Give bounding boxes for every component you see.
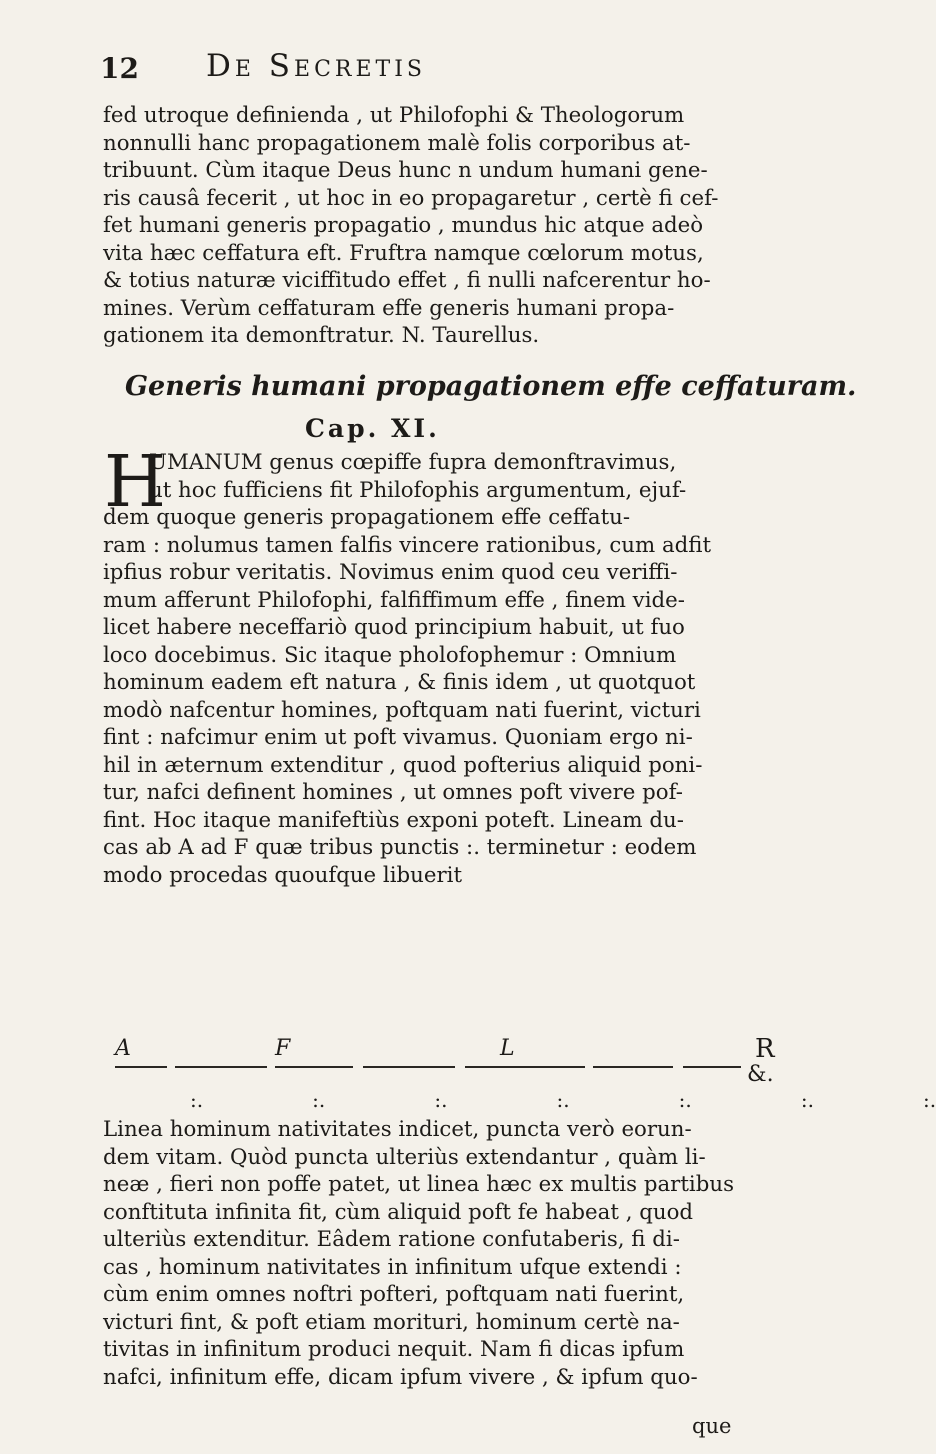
diagram-line xyxy=(115,1066,780,1068)
drop-cap: H xyxy=(104,440,166,523)
text-line: cas ab A ad F quæ tribus punctis :. terminetur : eodem xyxy=(103,835,697,860)
line-segment xyxy=(363,1066,455,1068)
text-line: fint. Hoc itaque manifeftiùs exponi poteft. Lineam du- xyxy=(103,807,684,833)
text-line: loco docebimus. Sic itaque pholofophemur : Omnium xyxy=(103,642,677,668)
text-line: ulteriùs extenditur. Eâdem ratione confutaberis, fi di- xyxy=(103,1227,680,1252)
text-line: fed utroque definienda , ut Philofophi & Theologorum xyxy=(103,103,685,128)
text-line: dem quoque generis propagationem effe ceffatu- xyxy=(103,505,631,530)
text-line: ram : nolumus tamen falfis vincere rationibus, cum adfit xyxy=(103,532,712,558)
text-line: fet humani generis propagatio , mundus hic atque adeò xyxy=(103,213,704,238)
text-line: tur, nafci definent homines , ut omnes poft vivere pof- xyxy=(103,780,683,805)
text-line: hominum eadem eft natura , & finis idem , ut quotquot xyxy=(103,670,696,695)
page-number: 12 xyxy=(100,52,139,85)
diagram-label-r: R xyxy=(755,1034,775,1064)
text-line: victuri fint, & poft etiam morituri, hominum certè na- xyxy=(103,1309,680,1335)
text-line: licet habere neceffariò quod principium habuit, ut fuo xyxy=(103,615,685,640)
line-segment xyxy=(683,1066,741,1068)
text-line: ipfius robur veritatis. Novimus enim quod ceu veriffi- xyxy=(103,560,678,585)
text-line: ut hoc fufficiens fit Philofophis argumentum, ejuf- xyxy=(149,477,687,503)
diagram-label-l: L xyxy=(500,1036,515,1061)
diagram-dots: :. :. :. :. :. :. :. xyxy=(190,1088,936,1112)
line-segment xyxy=(593,1066,673,1068)
text-line: tivitas in infinitum produci nequit. Nam fi dicas ipfum xyxy=(103,1337,685,1362)
text-line: vita hæc ceffatura eft. Fruftra namque cœlorum motus, xyxy=(103,240,704,266)
text-line: dem vitam. Quòd puncta ulteriùs extendantur , quàm li- xyxy=(103,1144,706,1170)
text-line: nafci, infinitum effe, dicam ipfum vivere , & ipfum quo- xyxy=(103,1364,698,1390)
text-line: cùm enim omnes noftri pofteri, poftquam nati fuerint, xyxy=(103,1282,685,1307)
line-segment xyxy=(115,1066,167,1068)
text-line: modo procedas quoufque libuerit xyxy=(103,862,463,888)
paragraph-lines xyxy=(103,1116,783,1391)
catchword: que xyxy=(692,1414,732,1438)
text-line: modò nafcentur homines, poftquam nati fuerint, victuri xyxy=(103,697,701,723)
text-line: gationem ita demonftratur. N. Taurellus. xyxy=(103,323,540,348)
text-line: hil in æternum extenditur , quod pofterius aliquid poni- xyxy=(103,752,703,778)
diagram-etc: &. xyxy=(747,1062,774,1087)
text-line: mines. Verùm ceffaturam effe generis humani propa- xyxy=(103,295,675,321)
chapter-heading: Cap. XI. xyxy=(305,414,440,443)
line-segment xyxy=(275,1066,353,1068)
diagram-label-a: A xyxy=(115,1036,131,1061)
text-line: ris causâ fecerit , ut hoc in eo propagaretur , certè fi cef- xyxy=(103,185,719,211)
line-segment xyxy=(465,1066,585,1068)
text-line: mum afferunt Philofophi, falfiffimum effe , finem vide- xyxy=(103,587,685,613)
text-line: Linea hominum nativitates indicet, puncta verò eorun- xyxy=(103,1117,692,1142)
text-line: neæ , fieri non poffe patet, ut linea hæc ex multis partibus xyxy=(103,1172,735,1197)
paragraph-main xyxy=(103,440,783,889)
diagram-label-f: F xyxy=(275,1036,291,1061)
line-diagram xyxy=(115,1036,785,1096)
page-header xyxy=(100,48,780,88)
running-title: De Secretis xyxy=(206,48,426,84)
line-segment xyxy=(175,1066,267,1068)
text-line: tribuunt. Cùm itaque Deus hunc n undum humani gene- xyxy=(103,158,708,183)
text-line: nonnulli hanc propagationem malè folis corporibus at- xyxy=(103,130,691,156)
paragraph-intro xyxy=(103,102,783,350)
section-title: Generis humani propagationem effe ceffaturam. xyxy=(125,371,857,402)
text-line: & totius naturæ viciffitudo effet , fi nulli nafcerentur ho- xyxy=(103,268,711,293)
text-line: UMANUM genus cœpiffe fupra demonftravimus, xyxy=(149,450,677,475)
text-line: conftituta infinita fit, cùm aliquid poft fe habeat , quod xyxy=(103,1199,694,1225)
text-line: cas , hominum nativitates in infinitum ufque extendi : xyxy=(103,1254,682,1280)
text-line: fint : nafcimur enim ut poft vivamus. Quoniam ergo ni- xyxy=(103,725,693,750)
